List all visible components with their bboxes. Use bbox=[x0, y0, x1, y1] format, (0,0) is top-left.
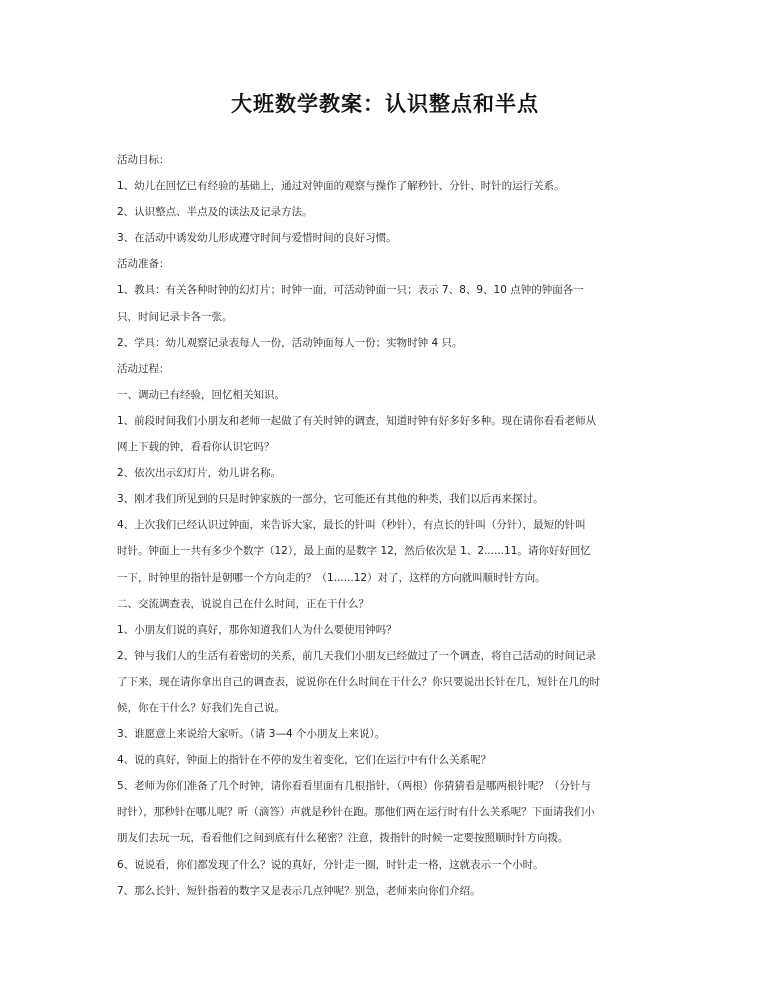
text-line: 1、教具：有关各种时钟的幻灯片；时钟一面，可活动钟面一只；表示 7、8、9、10 点钟的钟面各一 bbox=[117, 284, 584, 297]
document-body bbox=[117, 147, 657, 904]
text-line: 1、幼儿在回忆已有经验的基础上，通过对钟面的观察与操作了解秒针、分针、时针的运行关系。 bbox=[117, 180, 565, 193]
text-line: 2、学具：幼儿观察记录表每人一份，活动钟面每人一份；实物时钟 4 只。 bbox=[117, 336, 463, 349]
text-line: 活动准备： bbox=[117, 258, 170, 271]
text-line: 3、在活动中诱发幼儿形成遵守时间与爱惜时间的良好习惯。 bbox=[117, 232, 397, 245]
text-line: 了下来，现在请你拿出自己的调查表，说说你在什么时间在干什么？你只要说出长针在几，短针在几的时 bbox=[117, 675, 600, 688]
text-line: 3、刚才我们所见到的只是时钟家族的一部分，它可能还有其他的种类，我们以后再来探讨。 bbox=[117, 493, 544, 506]
text-line: 1、前段时间我们小朋友和老师一起做了有关时钟的调查，知道时钟有好多好多种。现在请你看看老师从 bbox=[117, 414, 597, 427]
text-line: 4、说的真好，钟面上的指针在不停的发生着变化，它们在运行中有什么关系呢？ bbox=[117, 754, 492, 767]
text-line: 二、交流调查表，说说自己在什么时间，正在干什么？ bbox=[117, 597, 369, 610]
text-line: 活动过程： bbox=[117, 362, 170, 375]
text-line: 1、小朋友们说的真好，那你知道我们人为什么要使用钟吗？ bbox=[117, 623, 397, 636]
text-line: 时针。钟面上一共有多少个数字（12），最上面的是数字 12，然后依次是 1、2......11。请你好好回忆 bbox=[117, 545, 591, 558]
text-line: 2、钟与我们人的生活有着密切的关系，前几天我们小朋友已经做过了一个调查，将自己活动的时间记录 bbox=[117, 649, 597, 662]
text-line: 6、说说看，你们都发现了什么？说的真好，分针走一圈，时针走一格，这就表示一个小时。 bbox=[117, 858, 544, 871]
text-line: 时针），那秒针在哪儿呢？听（滴答）声就是秒针在跑。那他们两在运行时有什么关系呢？下面请我们小 bbox=[117, 806, 595, 819]
text-line: 活动目标： bbox=[117, 154, 170, 166]
text-line: 只，时间记录卡各一张。 bbox=[117, 310, 233, 323]
text-line: 一、调动已有经验，回忆相关知识。 bbox=[117, 388, 285, 401]
text-line: 网上下载的钟，看看你认识它吗？ bbox=[117, 441, 275, 454]
text-line: 2、认识整点、半点及的读法及记录方法。 bbox=[117, 206, 313, 219]
text-line: 一下，时钟里的指针是朝哪一个方向走的？（1......12）对了，这样的方向就叫顺时针方向。 bbox=[117, 571, 546, 584]
text-line: 4、上次我们已经认识过钟面，来告诉大家，最长的针叫（秒针），有点长的针叫（分针），最短的针叫 bbox=[117, 519, 586, 532]
text-line: 5、老师为你们准备了几个时钟，请你看看里面有几根指针，（两根）你猜猜看是哪两根针呢？（分针与 bbox=[117, 780, 591, 793]
document-title: 大班数学教案：认识整点和半点 bbox=[231, 91, 539, 116]
text-line: 7、那么长针、短针指着的数字又是表示几点钟呢？别急，老师来向你们介绍。 bbox=[117, 884, 481, 897]
text-line: 朋友们去玩一玩，看看他们之间到底有什么秘密？注意，拨指针的时候一定要按照顺时针方向拨。 bbox=[117, 832, 569, 845]
text-line: 3、谁愿意上来说给大家听。（请 3—4 个小朋友上来说）。 bbox=[117, 728, 386, 741]
text-line: 候，你在干什么？好我们先自己说。 bbox=[117, 701, 285, 714]
text-line: 2、依次出示幻灯片，幼儿讲名称。 bbox=[117, 467, 282, 480]
